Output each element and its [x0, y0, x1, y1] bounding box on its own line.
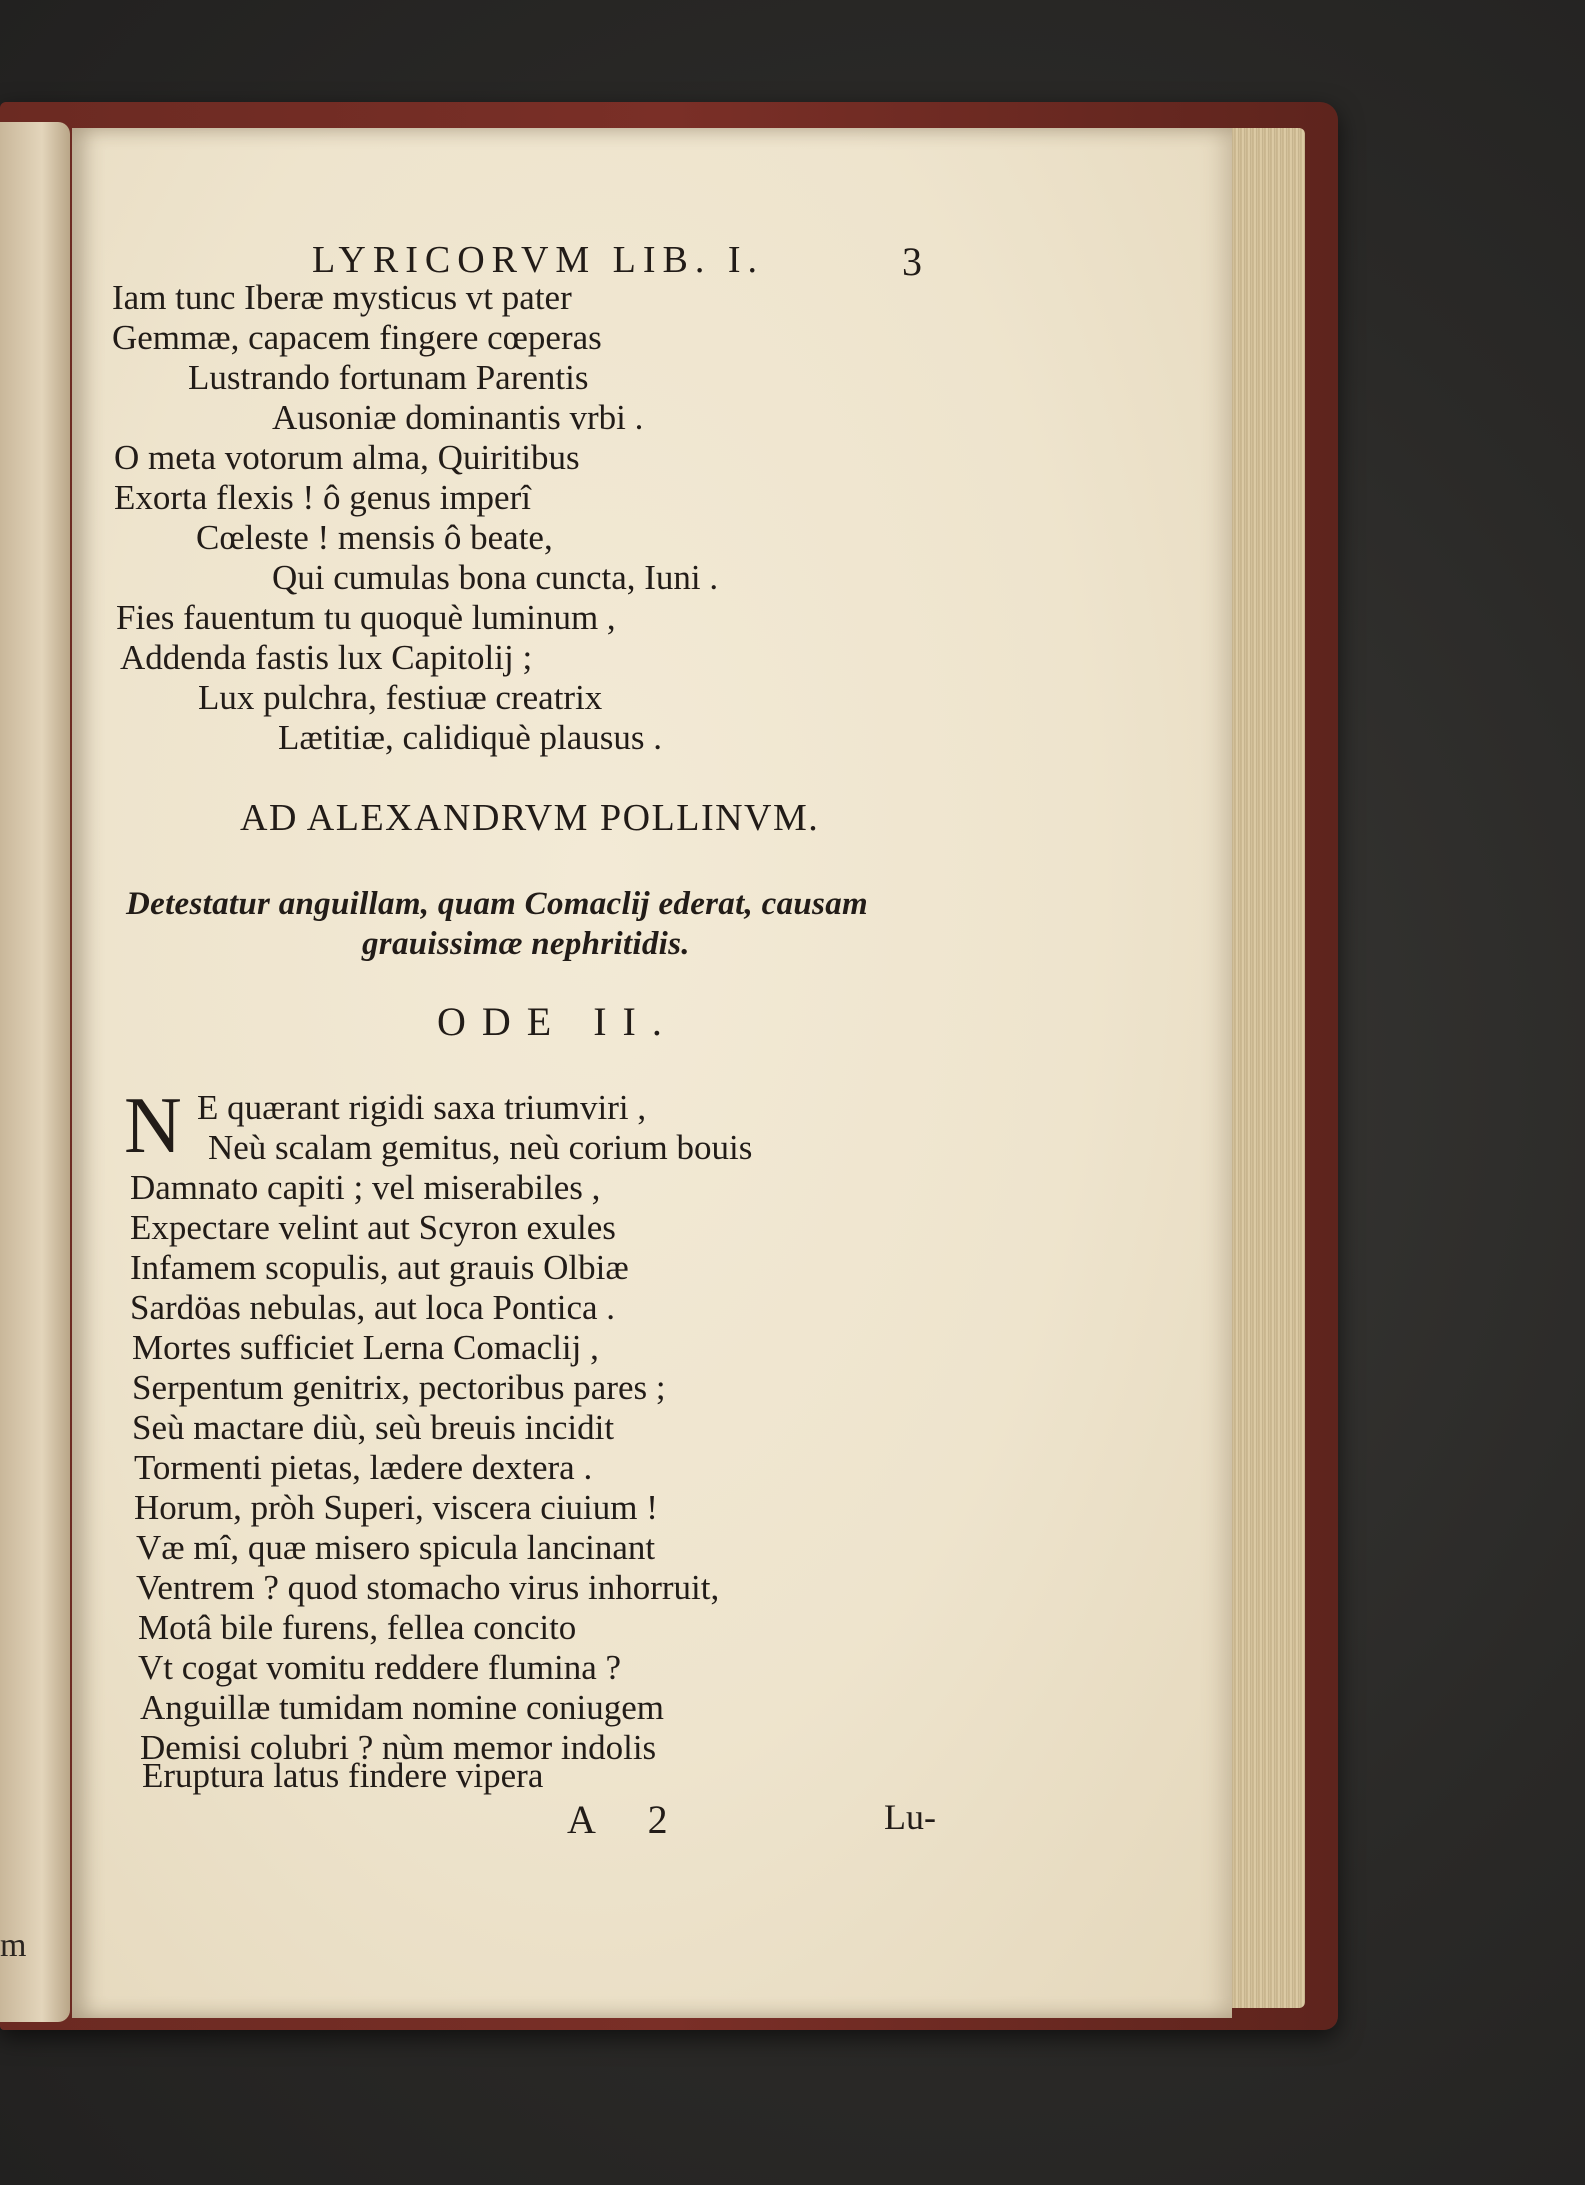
verse-line: Gemmæ, capacem fingere cœperas — [112, 318, 602, 357]
running-head: LYRICORVM LIB. I. — [312, 239, 765, 281]
verse-line: Anguillæ tumidam nomine coniugem — [140, 1688, 664, 1727]
verse-line: Seù mactare diù, seù breuis incidit — [132, 1408, 615, 1447]
verse-line: Qui cumulas bona cuncta, Iuni . — [272, 558, 719, 597]
verse-line: Horum, pròh Superi, viscera ciuium ! — [134, 1488, 658, 1527]
verse-line: Expectare velint aut Scyron exules — [130, 1208, 616, 1247]
verse-line: Infamem scopulis, aut grauis Olbiæ — [130, 1248, 629, 1287]
verse-line: Serpentum genitrix, pectoribus pares ; — [132, 1368, 666, 1407]
verse-line: Fies fauentum tu quoquè luminum , — [116, 598, 616, 637]
verse-line: Lætitiæ, calidiquè plausus . — [278, 718, 662, 757]
verse-line: Tormenti pietas, lædere dextera . — [134, 1448, 593, 1487]
verse-line: Damnato capiti ; vel miserabiles , — [130, 1168, 601, 1207]
verse-line: Mortes sufficiet Lerna Comaclij , — [132, 1328, 599, 1367]
verse-line: Væ mî, quæ misero spicula lancinant — [136, 1528, 656, 1567]
verse-line: E quærant rigidi saxa triumviri , — [197, 1088, 647, 1127]
verse-line: Vt cogat vomitu reddere flumina ? — [138, 1648, 622, 1687]
verse-line: Iam tunc Iberæ mysticus vt pater — [112, 278, 572, 317]
verse-line: Lux pulchra, festiuæ creatrix — [198, 678, 603, 717]
verse-line: Ausoniæ dominantis vrbi . — [272, 398, 644, 437]
verse-line: Ventrem ? quod stomacho virus inhorruit, — [136, 1568, 720, 1607]
verse-line: Exorta flexis ! ô genus imperî — [114, 478, 531, 517]
verse-line: Motâ bile furens, fellea concito — [138, 1608, 577, 1647]
left-page-fragment: m — [0, 1927, 27, 1964]
verse-line: Neù scalam gemitus, neù corium bouis — [208, 1128, 753, 1167]
catchword: Lu- — [884, 1797, 936, 1837]
verse-line: Addenda fastis lux Capitolij ; — [120, 638, 533, 677]
page-content — [72, 128, 1232, 2018]
verse-line: Eruptura latus findere vipera — [142, 1756, 544, 1795]
verse-line: Lustrando fortunam Parentis — [188, 358, 589, 397]
drop-capital: N — [124, 1082, 182, 1170]
verse-line: Demisi colubri ? nùm memor indolis — [140, 1728, 657, 1767]
section-heading: AD ALEXANDRVM POLLINVM. — [240, 797, 820, 839]
verse-line: Cœleste ! mensis ô beate, — [196, 518, 553, 557]
verse-line: Sardöas nebulas, aut loca Pontica . — [130, 1288, 616, 1327]
book-page — [72, 128, 1232, 2018]
left-page-edge — [0, 122, 70, 2022]
ode-title: ODE II. — [437, 999, 678, 1044]
argument-line: Detestatur anguillam, quam Comaclij ederat, causam — [126, 886, 868, 922]
verse-line: O meta votorum alma, Quiritibus — [114, 438, 580, 477]
argument-line: grauissimæ nephritidis. — [362, 926, 690, 962]
signature-mark: A 2 — [567, 1797, 690, 1842]
page-number: 3 — [902, 239, 922, 284]
